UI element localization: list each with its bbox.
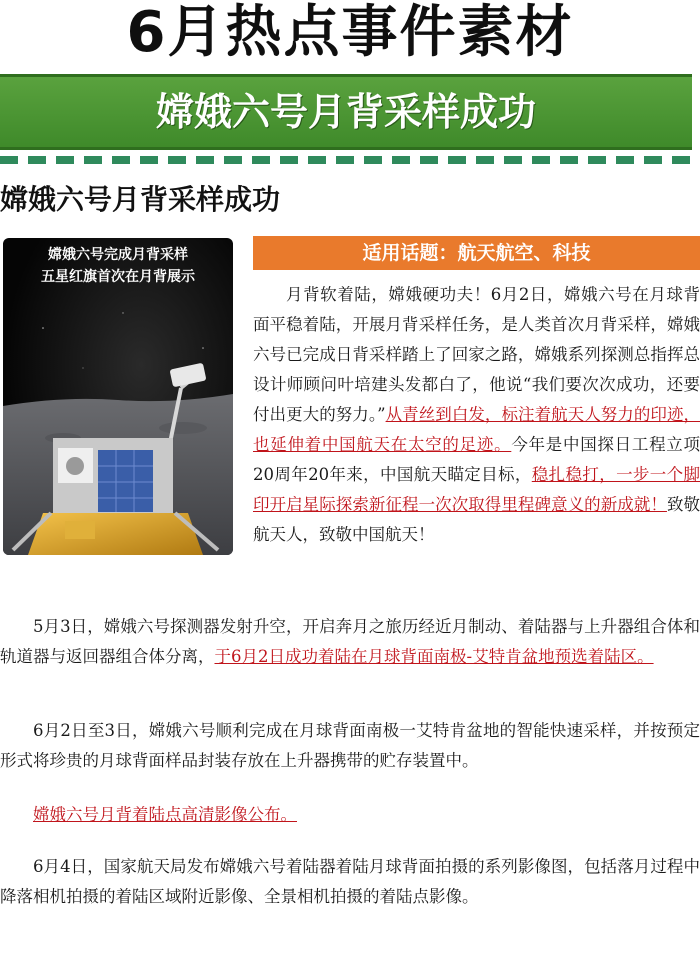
intro-text-2: 今年是中国探日工程立项20周年20年来，中国航天瞄定目标， (253, 435, 700, 484)
intro-text-1: 月背软着陆，嫦娥硬功夫！6月2日，嫦娥六号在月球背面平稳着陆，开展月背采样任务，是人类首次月背采样，嫦娥六号已完成日背采样踏上了回家之路，嫦娥系列探测总指挥总设计师顾问叶培建头发都白了，他说“我们要次次成功，还要付出更大的努力。” (253, 285, 700, 424)
photo-caption-line1: 嫦娥六号完成月背采样 (48, 247, 188, 263)
paragraph-launch-highlight: 于6月2日成功着陆在月球背面南极-艾特肯盆地预选着陆区。 (214, 647, 654, 666)
highlight-text-2: 稳扎稳打，一步一个脚印开启星际探索新征程一次次取得里程碑意义的新成就！ (253, 465, 700, 514)
applicable-topic-label: 适用话题：航天航空、科技 (253, 236, 700, 270)
topic-banner: 嫦娥六号月背采样成功 (0, 74, 692, 150)
paragraph-images: 6月4日，国家航天局发布嫦娥六号着陆器着陆月球背面拍摄的系列影像图，包括落月过程中降落相机拍摄的着陆区域附近影像、全景相机拍摄的着陆点影像。 (0, 857, 700, 906)
paragraph-launch-text: 5月3日，嫦娥六号探测器发射升空，开启奔月之旅历经近月制动、着陆器与上升器组合体和轨道器与返回器组合体分离， (0, 617, 700, 666)
images-heading-highlight: 嫦娥六号月背着陆点高清影像公布。 (33, 805, 297, 824)
page-main-title: 6月热点事件素材 (126, 0, 574, 65)
photo-caption-line2: 五星红旗首次在月背展示 (41, 269, 195, 285)
paragraph-images-heading (0, 800, 700, 830)
lander-photo (3, 238, 233, 555)
lander-illustration (3, 238, 233, 555)
paragraph-sampling: 6月2日至3日，嫦娥六号顺利完成在月球背面南极一艾特肯盆地的智能快速采样，并按预定形式将珍贵的月球背面样品封装存放在上升器携带的贮存装置中。 (0, 721, 700, 770)
intro-text-3: 致敬航天人，致敬中国航天！ (253, 495, 700, 544)
highlight-text-1: 从青丝到白发，标注着航天人努力的印迹，也延伸着中国航天在太空的足迹。 (253, 405, 700, 454)
paragraph-launch (0, 612, 700, 672)
dashed-divider (0, 156, 700, 164)
intro-paragraph (253, 280, 700, 550)
section-title: 嫦娥六号月背采样成功 (0, 183, 281, 216)
